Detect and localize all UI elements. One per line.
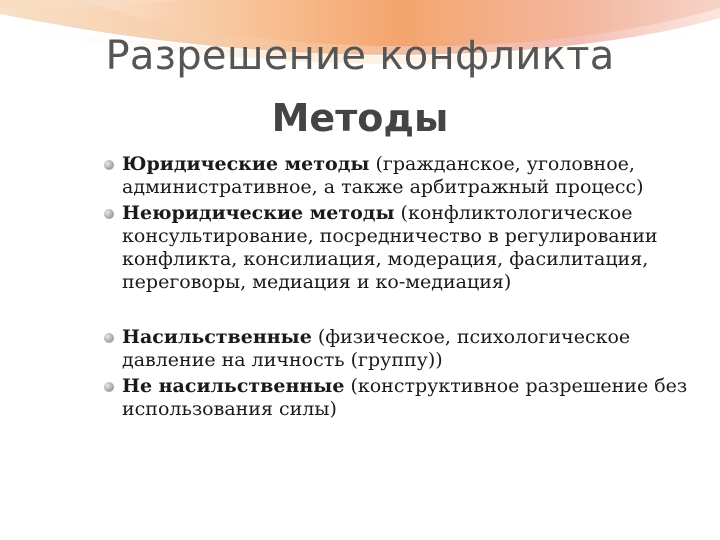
bullet-text: (конструктивное разрешение без использования силы): [122, 375, 688, 420]
bullet-term: Насильственные: [122, 326, 312, 348]
bullet-text: (конфликтологическое консультирование, посредничество в регулировании конфликта, консилиация, модерация, фасилитация, переговоры, медиация и ко-медиация): [122, 202, 658, 293]
methods-list: [104, 153, 704, 424]
bullet-dot-icon: [104, 209, 114, 219]
bullet-term: Юридические методы: [122, 153, 370, 175]
bullet-dot-icon: [104, 333, 114, 343]
bullet-term: Не насильственные: [122, 375, 345, 397]
bullet-dot-icon: [104, 382, 114, 392]
bullet-text: (гражданское, уголовное, административное, а также арбитражный процесс): [122, 153, 644, 198]
slide-title: Разрешение конфликта: [105, 33, 615, 79]
bullet-text: (физическое, психологическое давление на личность (группу)): [122, 326, 631, 371]
bullet-non-violent-methods: [104, 375, 704, 421]
bullet-term: Неюридические методы: [122, 202, 395, 224]
bullet-legal-methods: [104, 153, 704, 199]
bullet-dot-icon: [104, 160, 114, 170]
bullet-violent-methods: [104, 326, 704, 372]
slide-subtitle: Методы: [271, 96, 449, 140]
bullet-non-legal-methods: [104, 202, 704, 294]
